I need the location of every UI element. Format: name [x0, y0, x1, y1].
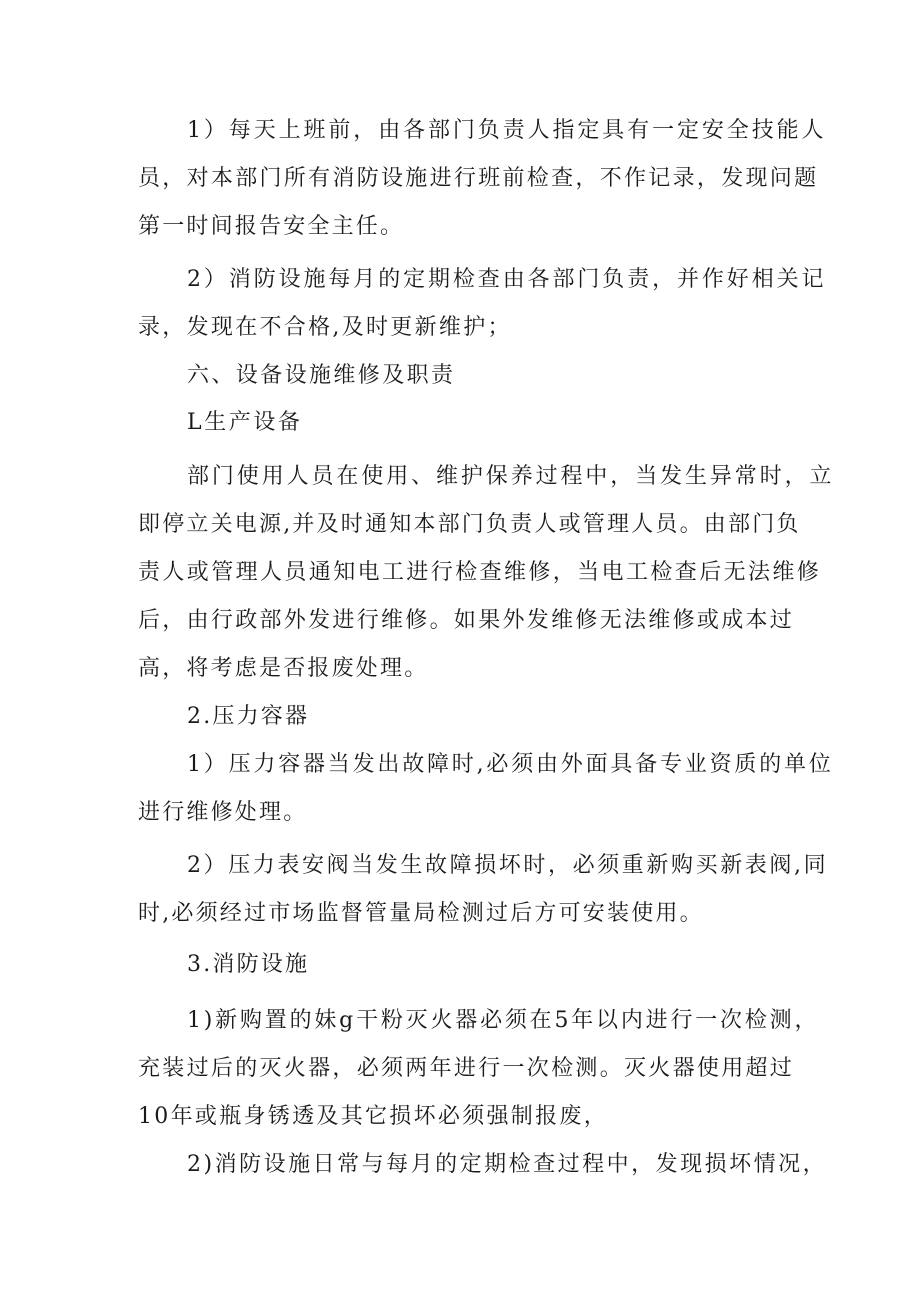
text-line: 2）消防设施每月的定期检查由各部门负责，并作好相关记 [187, 267, 827, 292]
text-line: 后，由行政部外发进行维修。如果外发维修无法维修或成本过 [138, 608, 795, 633]
text-line: 高，将考虑是否报废处理。 [138, 656, 429, 681]
text-line: 2）压力表安阀当发生故障损坏时，必须重新购买新表阀,同 [187, 853, 829, 878]
text-line: 1)新购置的妹g干粉灭火器必须在5年以内进行一次检测， [187, 1008, 820, 1033]
text-line: 10年或瓶身锈透及其它损坏必须强制报废， [138, 1104, 608, 1129]
text-line: 时,必须经过市场监督管量局检测过后方可安装使用。 [138, 901, 704, 926]
text-line: 部门使用人员在使用、维护保养过程中，当发生异常时，立 [187, 464, 835, 489]
text-line: 2)消防设施日常与每月的定期检查过程中，发现损坏情况， [187, 1152, 828, 1177]
text-line: 充装过后的灭火器，必须两年进行一次检测。灭火器使用超过 [138, 1056, 795, 1081]
text-line: 员，对本部门所有消防设施进行班前检查，不作记录，发现问题 [138, 166, 819, 191]
text-line: 进行维修处理。 [138, 800, 308, 825]
text-line: 1）压力容器当发出故障时,必须由外面具备专业资质的单位 [187, 752, 834, 777]
text-line: 责人或管理人员通知电工进行检查维修，当电工检查后无法维修 [138, 560, 822, 585]
text-line: 即停立关电源,并及时通知本部门负责人或管理人员。由部门负 [138, 512, 801, 537]
section-heading: 六、设备设施维修及职责 [187, 363, 456, 388]
text-line: 第一时间报告安全主任。 [138, 214, 405, 239]
text-line: 录，发现在不合格,及时更新维护； [138, 315, 512, 340]
subsection-heading: 3.消防设施 [187, 952, 310, 977]
text-line: 1）每天上班前，由各部门负责人指定具有一定安全技能人 [187, 118, 827, 143]
subsection-heading: L生产设备 [187, 410, 303, 435]
subsection-heading: 2.压力容器 [187, 704, 310, 729]
